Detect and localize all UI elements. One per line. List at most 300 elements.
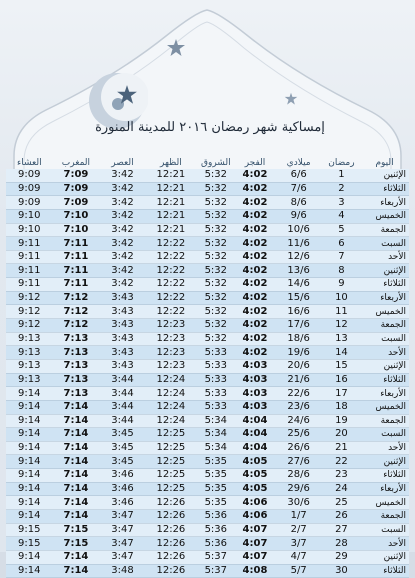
table-cell: 7:11 [53,237,100,251]
table-cell: 27/6 [274,455,322,469]
table-cell: 14 [323,346,360,360]
table-cell: 7:13 [53,373,100,387]
table-cell: 7:14 [53,564,100,578]
table-cell: 17 [323,387,360,401]
column-header: العصر [111,158,134,168]
table-cell: 5:32 [196,291,235,305]
table-cell: 4:02 [235,250,274,264]
table-cell: الخميس [360,209,409,223]
table-cell: 3:44 [99,387,145,401]
table-cell: الأحد [360,441,409,455]
table-cell: 28/6 [274,469,322,483]
table-cell: 4:02 [235,319,274,333]
table-cell: 9:15 [6,537,53,551]
star-icon [116,84,138,106]
table-cell: 12:24 [146,387,197,401]
table-cell: الأحد [360,537,409,551]
table-cell: 23 [323,469,360,483]
table-cell: السبت [360,523,409,537]
table-cell: 12:22 [146,278,197,292]
table-cell: 4:03 [235,373,274,387]
table-cell: 5:32 [196,305,235,319]
table-row [6,332,409,346]
table-cell: 8 [323,264,360,278]
table-cell: 12/6 [274,250,322,264]
table-cell: الثلاثاء [360,278,409,292]
table-row [6,469,409,483]
table-cell: 9:14 [6,455,53,469]
table-cell: 4:06 [235,496,274,510]
table-cell: 4:06 [235,510,274,524]
table-cell: 12:22 [146,264,197,278]
table-cell: 5:34 [196,428,235,442]
table-cell: 5:32 [196,196,235,210]
table-cell: 3:45 [99,455,145,469]
table-cell: 12:25 [146,455,197,469]
table-cell: 21 [323,441,360,455]
table-cell: 4:05 [235,455,274,469]
table-cell: 7:14 [53,482,100,496]
table-row [6,169,409,182]
table-cell: 16/6 [274,305,322,319]
column-header: رمضان [328,158,355,168]
table-cell: 19/6 [274,346,322,360]
table-cell: 4:04 [235,441,274,455]
table-row [6,441,409,455]
table-cell: 5:36 [196,537,235,551]
table-row [6,182,409,196]
table-cell: 7/6 [274,182,322,196]
table-cell: الأربعاء [360,196,409,210]
page-title: إمساكية شهر رمضان ٢٠١٦ للمدينة المنورة [95,120,325,135]
table-row [6,319,409,333]
table-cell: 4:02 [235,346,274,360]
table-cell: 3:46 [99,496,145,510]
table-cell: 7:13 [53,332,100,346]
table-cell: 3:42 [99,223,145,237]
table-cell: 9:11 [6,264,53,278]
table-cell: 3:43 [99,346,145,360]
table-cell: 12:21 [146,182,197,196]
table-cell: 12:24 [146,400,197,414]
table-cell: 7:15 [53,537,100,551]
table-cell: الثلاثاء [360,469,409,483]
table-cell: 4:02 [235,332,274,346]
table-cell: الخميس [360,400,409,414]
table-cell: 5:35 [196,469,235,483]
table-cell: 2/7 [274,523,322,537]
table-cell: 3:43 [99,319,145,333]
table-cell: 9:10 [6,209,53,223]
table-cell: 9:12 [6,319,53,333]
table-cell: 1/7 [274,510,322,524]
table-cell: 9:11 [6,237,53,251]
table-cell: 7:14 [53,496,100,510]
table-cell: 5:36 [196,510,235,524]
column-header: العشاء [16,158,42,168]
table-cell: 15/6 [274,291,322,305]
table-cell: 5:32 [196,264,235,278]
table-cell: 5:32 [196,209,235,223]
table-cell: 3:47 [99,523,145,537]
table-cell: 5 [323,223,360,237]
table-cell: الأحد [360,250,409,264]
table-row [6,291,409,305]
table-cell: 17/6 [274,319,322,333]
table-cell: 9:09 [6,196,53,210]
table-cell: 3:42 [99,278,145,292]
table-cell: 4:02 [235,223,274,237]
table-cell: 9:14 [6,496,53,510]
table-cell: 9:11 [6,250,53,264]
column-header: المغرب [61,158,91,168]
table-cell: 9:15 [6,523,53,537]
table-cell: 4:02 [235,291,274,305]
table-cell: السبت [360,332,409,346]
table-cell: 5:32 [196,319,235,333]
table-cell: 7:11 [53,250,100,264]
table-cell: 9 [323,278,360,292]
table-cell: 7:11 [53,278,100,292]
table-cell: 12:25 [146,469,197,483]
table-row [6,305,409,319]
column-header: الشروق [201,158,231,168]
table-cell: 11 [323,305,360,319]
table-cell: 7:12 [53,291,100,305]
column-header: اليوم [375,158,394,168]
table-cell: 3:44 [99,400,145,414]
table-cell: 7:09 [53,182,100,196]
table-cell: الجمعة [360,319,409,333]
table-cell: 4:02 [235,264,274,278]
table-cell: 14/6 [274,278,322,292]
table-cell: 4:02 [235,237,274,251]
table-cell: 5:33 [196,373,235,387]
table-cell: 12:24 [146,373,197,387]
table-cell: 3:42 [99,182,145,196]
table-row [6,564,409,578]
table-cell: 12:22 [146,305,197,319]
table-cell: 9:14 [6,510,53,524]
table-cell: 12:22 [146,291,197,305]
table-cell: 18/6 [274,332,322,346]
table-cell: 12:21 [146,209,197,223]
table-row [6,550,409,564]
table-cell: 20/6 [274,359,322,373]
table-cell: 12:26 [146,550,197,564]
table-row [6,400,409,414]
table-row [6,496,409,510]
table-cell: 3:47 [99,537,145,551]
table-cell: 9:09 [6,169,53,182]
table-cell: 24 [323,482,360,496]
table-cell: 7:15 [53,523,100,537]
table-cell: 22/6 [274,387,322,401]
table-cell: 4:02 [235,278,274,292]
table-cell: 9:11 [6,278,53,292]
table-cell: 9:14 [6,469,53,483]
table-cell: 3 [323,196,360,210]
table-cell: 3:43 [99,291,145,305]
table-cell: 3:47 [99,550,145,564]
table-cell: الجمعة [360,223,409,237]
table-cell: 12:26 [146,564,197,578]
table-cell: الثلاثاء [360,373,409,387]
table-cell: 7:14 [53,455,100,469]
table-cell: 5:32 [196,250,235,264]
table-cell: 11/6 [274,237,322,251]
table-cell: 7:12 [53,319,100,333]
table-cell: 4:05 [235,482,274,496]
table-cell: 9:14 [6,428,53,442]
table-cell: 3:43 [99,305,145,319]
table-cell: 9:12 [6,305,53,319]
table-row [6,428,409,442]
table-cell: 12:25 [146,482,197,496]
table-cell: 7:13 [53,346,100,360]
table-cell: 3/7 [274,537,322,551]
table-cell: 7:14 [53,510,100,524]
table-cell: 4:02 [235,305,274,319]
table-cell: 9:12 [6,291,53,305]
table-cell: الثلاثاء [360,182,409,196]
prayer-times-table [6,157,409,578]
table-cell: الأربعاء [360,482,409,496]
table-cell: 7:10 [53,223,100,237]
table-cell: 7:12 [53,305,100,319]
table-cell: 4 [323,209,360,223]
table-cell: 5:37 [196,550,235,564]
table-row [6,223,409,237]
table-row [6,482,409,496]
table-cell: 12:22 [146,237,197,251]
table-cell: 5:35 [196,455,235,469]
table-cell: 9/6 [274,209,322,223]
table-cell: 3:44 [99,414,145,428]
table-row [6,264,409,278]
table-cell: 4:02 [235,182,274,196]
table-cell: 6 [323,237,360,251]
table-cell: 4:02 [235,209,274,223]
table-cell: 24/6 [274,414,322,428]
table-cell: 9:14 [6,387,53,401]
table-cell: 19 [323,414,360,428]
table-cell: السبت [360,428,409,442]
table-cell: 7:13 [53,359,100,373]
table-cell: الأربعاء [360,291,409,305]
table-cell: 12:26 [146,523,197,537]
table-cell: 25/6 [274,428,322,442]
table-cell: 15 [323,359,360,373]
table-cell: 18 [323,400,360,414]
star-icon [166,38,186,58]
table-cell: 9:13 [6,373,53,387]
table-cell: 4:03 [235,387,274,401]
table-cell: 7:14 [53,441,100,455]
table-row [6,373,409,387]
table-cell: 7 [323,250,360,264]
table-cell: 12:22 [146,250,197,264]
table-cell: 4/7 [274,550,322,564]
table-cell: 12:26 [146,496,197,510]
table-row [6,455,409,469]
table-row [6,209,409,223]
table-cell: 5:35 [196,496,235,510]
table-cell: 3:42 [99,250,145,264]
table-cell: الثلاثاء [360,564,409,578]
table-cell: 4:04 [235,414,274,428]
table-cell: 6/6 [274,169,322,182]
table-cell: 9:14 [6,550,53,564]
table-cell: 9:13 [6,359,53,373]
table-cell: 3:42 [99,196,145,210]
table-cell: 5:32 [196,278,235,292]
table-cell: 7:09 [53,169,100,182]
table-row [6,523,409,537]
table-cell: 5:37 [196,564,235,578]
table-cell: 5:32 [196,223,235,237]
table-cell: 8/6 [274,196,322,210]
table-cell: 12:21 [146,223,197,237]
table-cell: 5:33 [196,400,235,414]
table-cell: 5:32 [196,237,235,251]
table-cell: الإثنين [360,455,409,469]
table-cell: 9:14 [6,414,53,428]
table-cell: 9:14 [6,400,53,414]
table-cell: 13 [323,332,360,346]
table-cell: 3:47 [99,510,145,524]
table-cell: 21/6 [274,373,322,387]
table-cell: 12:23 [146,332,197,346]
table-cell: 20 [323,428,360,442]
table-cell: 9:14 [6,564,53,578]
table-cell: 9:14 [6,441,53,455]
table-cell: 22 [323,455,360,469]
table-cell: 28 [323,537,360,551]
table-cell: 3:42 [99,169,145,182]
table-cell: 12:23 [146,319,197,333]
table-cell: 12:26 [146,510,197,524]
table-row [6,237,409,251]
table-header-row [6,157,409,169]
table-cell: الإثنين [360,359,409,373]
table-cell: 12:25 [146,428,197,442]
table-row [6,278,409,292]
table-cell: 7:10 [53,209,100,223]
table-cell: 29/6 [274,482,322,496]
table-cell: 9:14 [6,482,53,496]
table-cell: 4:02 [235,169,274,182]
table-cell: 4:07 [235,537,274,551]
table-cell: 7:14 [53,428,100,442]
table-cell: 9:13 [6,332,53,346]
table-cell: الأحد [360,346,409,360]
table-cell: 10 [323,291,360,305]
table-cell: 3:46 [99,469,145,483]
table-cell: 3:46 [99,482,145,496]
table-cell: 5:32 [196,182,235,196]
table-cell: 12:21 [146,196,197,210]
table-cell: 12:26 [146,537,197,551]
table-cell: 5:33 [196,387,235,401]
table-cell: 7:14 [53,550,100,564]
table-cell: 3:42 [99,209,145,223]
table-cell: 12:23 [146,359,197,373]
table-cell: 9:09 [6,182,53,196]
table-cell: 9:10 [6,223,53,237]
column-header: الظهر [160,158,182,168]
table-cell: 16 [323,373,360,387]
column-header: ميلادي [286,158,311,168]
table-row [6,346,409,360]
table-cell: 4:08 [235,564,274,578]
table-cell: 4:07 [235,550,274,564]
table-cell: 3:43 [99,359,145,373]
table-cell: 4:02 [235,196,274,210]
table-cell: 23/6 [274,400,322,414]
table-cell: 5:35 [196,482,235,496]
table-cell: 5:32 [196,169,235,182]
table-cell: 13/6 [274,264,322,278]
table-cell: الخميس [360,305,409,319]
table-cell: 3:42 [99,264,145,278]
table-cell: 3:43 [99,332,145,346]
table-cell: 5:33 [196,359,235,373]
table-cell: 30 [323,564,360,578]
table-cell: الإثنين [360,169,409,182]
table-cell: الجمعة [360,414,409,428]
table-cell: 5:34 [196,414,235,428]
table-row [6,510,409,524]
table-cell: 7:14 [53,469,100,483]
table-cell: 7:14 [53,414,100,428]
table-cell: 3:42 [99,237,145,251]
table-cell: الخميس [360,496,409,510]
table-row [6,250,409,264]
table-cell: 7:09 [53,196,100,210]
table-cell: 5:33 [196,346,235,360]
table-row [6,537,409,551]
table-cell: 5:36 [196,523,235,537]
table-cell: 29 [323,550,360,564]
table-cell: 3:45 [99,441,145,455]
table-cell: 3:44 [99,373,145,387]
table-cell: 4:04 [235,428,274,442]
table-cell: الجمعة [360,510,409,524]
table-cell: الإثنين [360,550,409,564]
table-cell: 4:03 [235,400,274,414]
table-cell: 5/7 [274,564,322,578]
table-cell: 7:14 [53,400,100,414]
table-cell: 7:13 [53,387,100,401]
table-cell: 4:07 [235,523,274,537]
star-icon [284,92,298,106]
table-cell: 5:34 [196,441,235,455]
table-cell: 30/6 [274,496,322,510]
table-row [6,414,409,428]
column-header: الفجر [244,158,266,168]
table-row [6,359,409,373]
table-cell: الأربعاء [360,387,409,401]
table-cell: السبت [360,237,409,251]
table-cell: الإثنين [360,264,409,278]
table-row [6,196,409,210]
table-cell: 5:32 [196,332,235,346]
table-cell: 26 [323,510,360,524]
table-row [6,387,409,401]
table-cell: 25 [323,496,360,510]
table-cell: 9:13 [6,346,53,360]
